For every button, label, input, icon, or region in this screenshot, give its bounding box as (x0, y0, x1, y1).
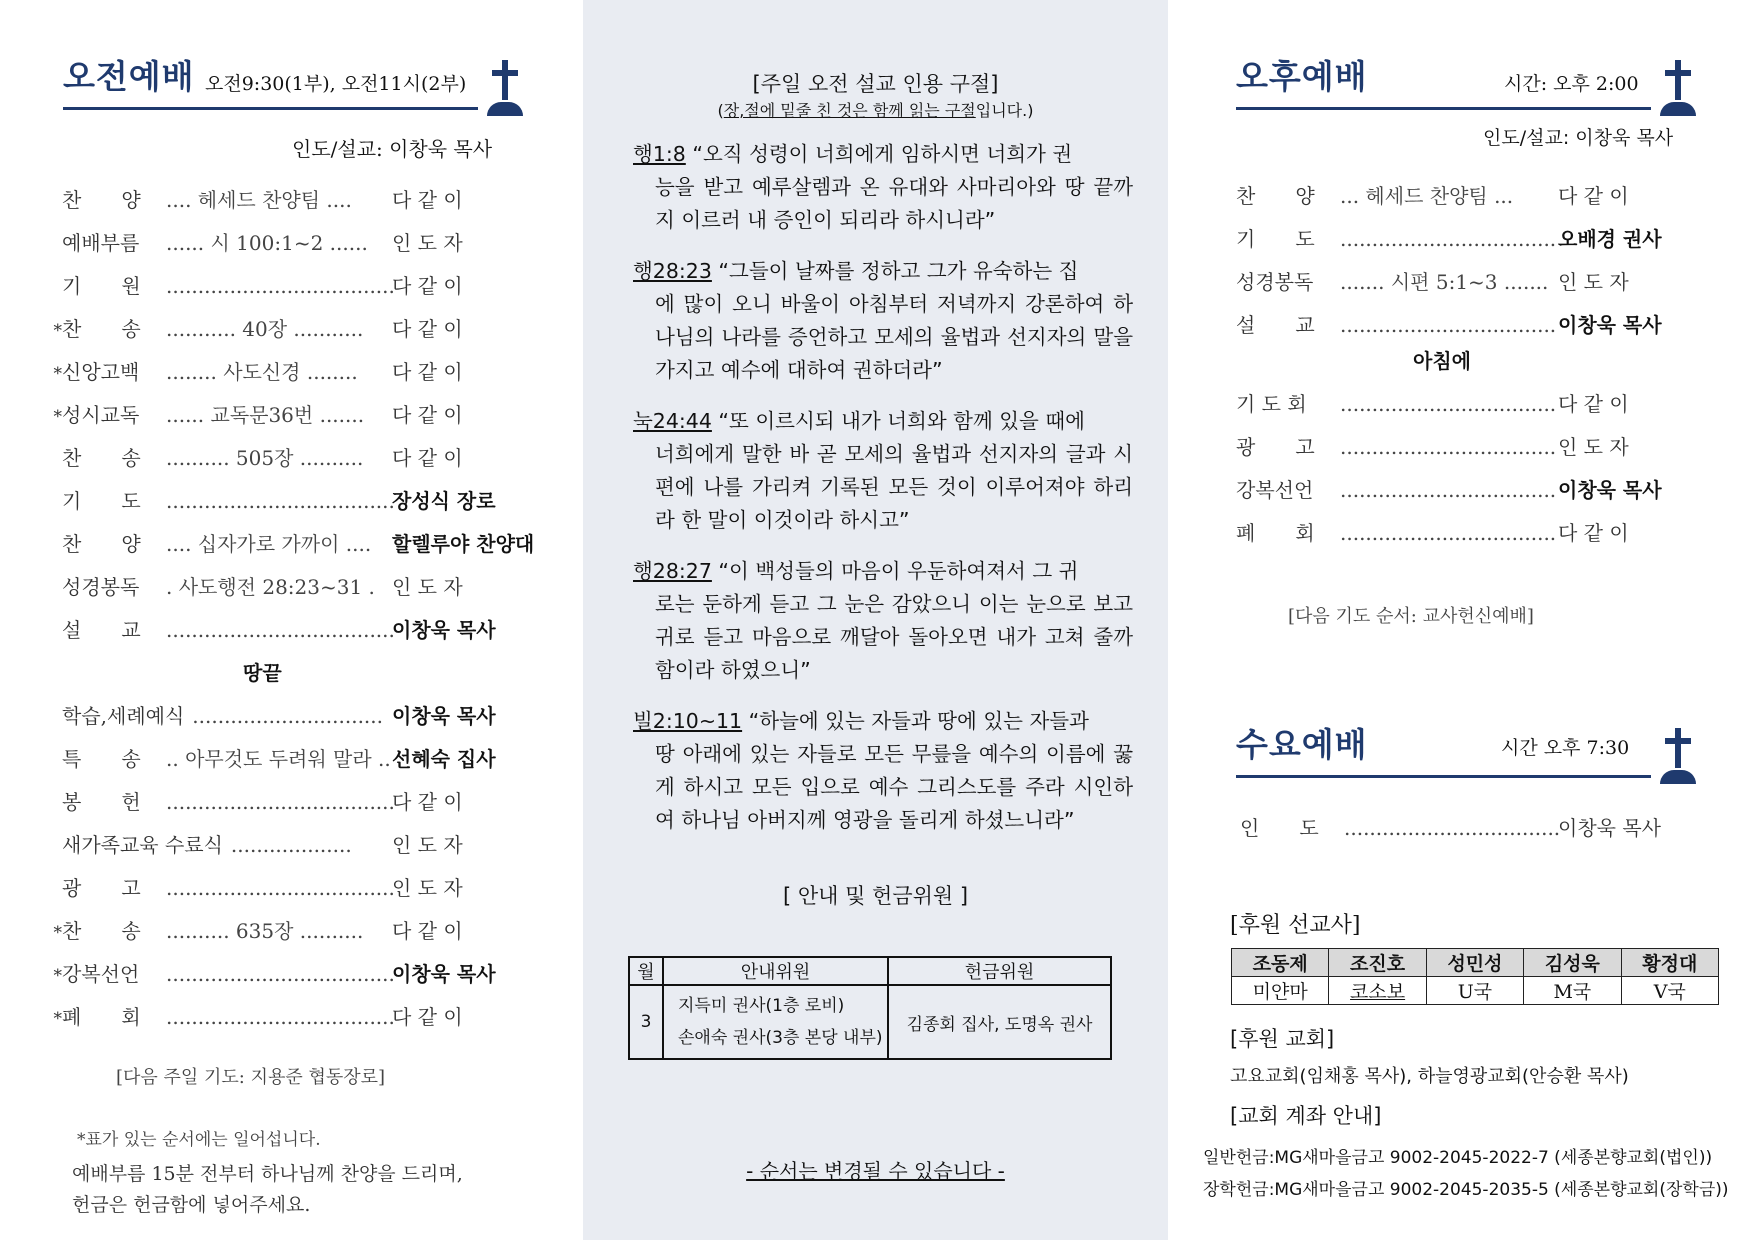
order-label: 새가족교육 수료식 (62, 833, 223, 857)
order-label: 봉 헌 (62, 790, 141, 814)
church-title: [후원 교회] (1230, 1027, 1335, 1051)
order-detail: .... 헤세드 찬양팀 .... (166, 188, 352, 212)
order-label: 예배부름 (62, 231, 140, 255)
order-detail: . 사도행전 28:23~31 . (166, 575, 375, 599)
order-person: 다 같 이 (1558, 392, 1629, 416)
verse-text-cont: 로는 둔하게 듣고 그 눈은 감았으니 이는 눈으로 보고 귀로 듣고 마음으로 깨달아 돌아오면 내가 고쳐 줄까 함이라 하였으니” (655, 592, 1133, 682)
stand-note: *표가 있는 순서에는 일어섭니다. (77, 1130, 321, 1150)
standing-marker: * (53, 407, 62, 427)
order-detail: .................................. (1340, 521, 1557, 545)
order-person: 선혜숙 집사 (392, 747, 496, 771)
verse-ref: 빌2:10~11 (633, 709, 743, 733)
missionary-country: U국 (1426, 977, 1523, 1005)
order-row (1240, 812, 1710, 841)
verse-text: “이 백성들의 마음이 우둔하여져서 그 귀 (718, 559, 1079, 583)
order-label: 강복선언 (62, 962, 140, 986)
morning-service-header (63, 50, 523, 110)
afternoon-panel (1168, 0, 1753, 1240)
order-row (48, 227, 548, 256)
order-row (48, 528, 548, 557)
order-detail: ....... 시편 5:1~3 ....... (1340, 270, 1549, 294)
order-row (48, 485, 548, 514)
order-person: 다 같 이 (392, 919, 463, 943)
standing-marker: * (53, 966, 62, 986)
standing-marker: * (53, 321, 62, 341)
verse-text-cont: 너희에게 말한 바 곧 모세의 율법과 선지자의 글과 시편에 나를 가리켜 기록된 모든 것이 이루어져야 하리라 한 말이 이것이라 하시고” (655, 442, 1133, 532)
afternoon-next-prayer: [다음 기도 순서: 교사헌신예배] (1288, 606, 1534, 627)
table-header: 안내위원 (663, 957, 888, 985)
order-person: 다 같 이 (392, 446, 463, 470)
order-detail: .................................... (166, 1005, 395, 1029)
order-detail: .................................. (1340, 227, 1557, 251)
verse (633, 405, 1133, 537)
missionary-country: V국 (1621, 977, 1718, 1005)
standing-marker: * (53, 923, 62, 943)
table-header-row (629, 957, 1111, 985)
account-line: 장학헌금:MG새마을금고 9002-2045-2035-5 (세종본향교회(장학금)) (1203, 1180, 1729, 1200)
missionary-names-row (1232, 949, 1719, 977)
account-line: 일반헌금:MG새마을금고 9002-2045-2022-7 (세종본향교회(법인)) (1203, 1148, 1713, 1168)
verse-text-cont: 능을 받고 예루살렘과 온 유대와 사마리아와 땅 끝까지 이르러 내 증인이 되리라 하시니라” (655, 175, 1133, 232)
order-label: 성경봉독 (1236, 270, 1314, 294)
account-title: [교회 계좌 안내] (1230, 1104, 1382, 1128)
wednesday-service-header (1236, 718, 1696, 778)
order-person: 인 도 자 (392, 876, 463, 900)
order-detail: .................................... (166, 489, 395, 513)
order-row (48, 872, 548, 901)
verse (633, 255, 1133, 387)
order-person: 할렐루야 찬양대 (392, 532, 535, 556)
verse (633, 705, 1133, 837)
order-person: 인 도 자 (392, 231, 463, 255)
subtitle-underlined: 장,절에 밑줄 친 것은 함께 읽는 구절 (723, 101, 976, 120)
order-detail: ... 헤세드 찬양팀 ... (1340, 184, 1514, 208)
order-person: 이창욱 목사 (1558, 816, 1661, 840)
order-row (1236, 266, 1706, 295)
missionary-name: 황정대 (1621, 949, 1718, 977)
order-person: 다 같 이 (392, 790, 463, 814)
scripture-panel (583, 0, 1168, 1240)
usher-name: 지득미 권사(1층 로비) (678, 996, 845, 1016)
order-row (48, 915, 548, 944)
change-notice (583, 1155, 1168, 1184)
order-label: 인 도 (1240, 816, 1319, 840)
verse-text: “그들이 날짜를 정하고 그가 유숙하는 집 (718, 259, 1079, 283)
missionary-name: 조진호 (1329, 949, 1426, 977)
order-label: 찬 송 (62, 446, 141, 470)
missionary-name: 성민성 (1426, 949, 1523, 977)
verse-text: “또 이르시되 내가 너희와 함께 있을 때에 (718, 409, 1085, 433)
verse (633, 138, 1133, 237)
order-label: 특 송 (62, 747, 141, 771)
verse-text: “하늘에 있는 자들과 땅에 있는 자들과 (748, 709, 1089, 733)
order-person: 다 같 이 (392, 403, 463, 427)
scripture-title: [주일 오전 설교 인용 구절] (752, 72, 999, 96)
order-row (48, 571, 548, 600)
order-person: 인 도 자 (1558, 270, 1629, 294)
morning-service-time: 오전9:30(1부), 오전11시(2부) (205, 73, 467, 95)
order-detail: ........... 40장 ........... (166, 317, 364, 341)
order-row (1236, 309, 1706, 338)
afternoon-service-title: 오후예배 (1236, 57, 1368, 96)
table-header: 월 (629, 957, 663, 985)
order-row (48, 614, 548, 643)
afternoon-service-time: 시간: 오후 2:00 (1504, 73, 1639, 95)
verse-ref: 행28:23 (633, 259, 712, 283)
order-row (1236, 223, 1706, 252)
notice-line-1: 예배부름 15분 전부터 하나님께 찬양을 드리며, (72, 1163, 463, 1185)
order-label: 기 원 (62, 274, 141, 298)
duty-table (628, 956, 1112, 1060)
subtitle-suffix: 입니다.) (975, 101, 1034, 120)
order-row (1236, 517, 1706, 546)
order-row (1236, 431, 1706, 460)
morning-service-panel (0, 0, 583, 1240)
order-label: 학습,세례예식 (62, 704, 185, 728)
order-row (48, 184, 548, 213)
next-prayer-note: [다음 주일 기도: 지용준 협동장로] (116, 1067, 386, 1088)
standing-marker: * (53, 364, 62, 384)
order-detail: .. 아무것도 두려워 말라 .. (166, 747, 391, 771)
order-row (48, 399, 548, 428)
order-detail: .................................... (166, 962, 395, 986)
order-label: 찬 양 (62, 532, 141, 556)
order-detail: .................................. (1340, 313, 1557, 337)
afternoon-sermon-title: 아침에 (1413, 349, 1471, 373)
order-person: 오배경 권사 (1558, 227, 1662, 251)
order-person: 다 같 이 (1558, 521, 1629, 545)
missionary-country: 코소보 (1329, 977, 1426, 1005)
wednesday-service-title: 수요예배 (1236, 725, 1368, 764)
order-row (1236, 388, 1706, 417)
order-person: 이창욱 목사 (392, 618, 496, 642)
order-row (48, 700, 548, 729)
missionary-name: 조동제 (1232, 949, 1329, 977)
order-person: 다 같 이 (392, 317, 463, 341)
change-notice-text: - 순서는 변경될 수 있습니다 - (746, 1159, 1005, 1183)
missionary-country: 미얀마 (1232, 977, 1329, 1005)
missionary-title: [후원 선교사] (1230, 913, 1361, 938)
order-row (48, 786, 548, 815)
order-label: 설 교 (62, 618, 141, 642)
afternoon-leader: 인도/설교: 이창욱 목사 (1483, 127, 1674, 149)
order-person: 이창욱 목사 (1558, 313, 1662, 337)
supporting-churches: 고요교회(임채홍 목사), 하늘영광교회(안승환 목사) (1230, 1066, 1629, 1087)
order-label: 신앙고백 (62, 360, 140, 384)
offering-cell: 김종회 집사, 도명옥 권사 (888, 985, 1111, 1059)
header-rule (1236, 107, 1651, 110)
order-person: 다 같 이 (392, 274, 463, 298)
cross-icon (487, 60, 523, 116)
order-person: 다 같 이 (392, 360, 463, 384)
order-label: 찬 송 (62, 919, 141, 943)
ushers-cell (663, 985, 888, 1059)
order-label: 강복선언 (1236, 478, 1314, 502)
order-label: 성시교독 (62, 403, 140, 427)
order-person: 이창욱 목사 (392, 962, 496, 986)
order-label: 폐 회 (62, 1005, 141, 1029)
morning-leader: 인도/설교: 이창욱 목사 (292, 137, 493, 161)
order-row (48, 442, 548, 471)
missionary-table (1231, 948, 1719, 1005)
order-label: 폐 회 (1236, 521, 1315, 545)
order-detail: .............................. (192, 704, 384, 728)
order-person: 인 도 자 (392, 575, 463, 599)
order-row (48, 356, 548, 385)
order-person: 다 같 이 (1558, 184, 1629, 208)
order-row (48, 829, 548, 858)
morning-sermon-title: 땅끝 (243, 661, 282, 685)
order-person: 인 도 자 (392, 833, 463, 857)
order-detail: ...... 교독문36번 ....... (166, 403, 365, 427)
header-rule (1236, 775, 1651, 778)
month-cell: 3 (629, 985, 663, 1059)
verse-ref: 눅24:44 (633, 409, 712, 433)
order-detail: .................................... (166, 274, 395, 298)
duty-title: [ 안내 및 헌금위원 ] (782, 884, 969, 908)
order-person: 장성식 장로 (392, 489, 496, 513)
order-detail: .................................... (166, 790, 395, 814)
morning-service-title: 오전예배 (63, 57, 195, 96)
standing-marker: * (53, 1009, 62, 1029)
verse-ref: 행28:27 (633, 559, 712, 583)
verse-text-cont: 에 많이 오니 바울이 아침부터 저녁까지 강론하여 하나님의 나라를 증언하고 모세의 율법과 선지자의 말을 가지고 예수에 대하여 권하더라” (655, 292, 1133, 382)
order-label: 기 도 (62, 489, 141, 513)
order-label: 찬 송 (62, 317, 141, 341)
order-person: 다 같 이 (392, 1005, 463, 1029)
header-rule (63, 107, 478, 110)
order-label: 찬 양 (1236, 184, 1315, 208)
order-row (48, 958, 548, 987)
order-detail: .................................. (1344, 816, 1561, 840)
cross-icon (1660, 60, 1696, 116)
order-person: 인 도 자 (1558, 435, 1629, 459)
order-row (1236, 180, 1706, 209)
missionary-name: 김성욱 (1524, 949, 1621, 977)
order-label: 설 교 (1236, 313, 1315, 337)
order-label: 광 고 (62, 876, 141, 900)
verse-text: “오직 성령이 너희에게 임하시면 너희가 권 (692, 142, 1073, 166)
afternoon-service-header (1236, 50, 1696, 110)
order-detail: .................................. (1340, 392, 1557, 416)
order-person: 이창욱 목사 (392, 704, 496, 728)
order-detail: .................................... (166, 618, 395, 642)
wednesday-service-time: 시간 오후 7:30 (1501, 737, 1630, 759)
order-label: 광 고 (1236, 435, 1315, 459)
table-row (629, 985, 1111, 1059)
order-label: 기 도 회 (1236, 392, 1307, 416)
order-detail: .... 십자가로 가까이 .... (166, 532, 372, 556)
order-person: 다 같 이 (392, 188, 463, 212)
order-detail: ...... 시 100:1~2 ...... (166, 231, 368, 255)
order-label: 성경봉독 (62, 575, 140, 599)
verse (633, 555, 1133, 687)
verse-ref: 행1:8 (633, 142, 686, 166)
order-detail: .................................. (1340, 435, 1557, 459)
order-person: 이창욱 목사 (1558, 478, 1662, 502)
order-row (48, 313, 548, 342)
order-row (48, 1001, 548, 1030)
order-detail: .......... 505장 .......... (166, 446, 364, 470)
order-row (48, 270, 548, 299)
verse-text-cont: 땅 아래에 있는 자들로 모든 무릎을 예수의 이름에 꿇게 하시고 모든 입으로 예수 그리스도를 주라 시인하여 하나님 아버지께 영광을 돌리게 하셨느니라” (655, 742, 1133, 832)
missionary-countries-row (1232, 977, 1719, 1005)
notice-line-2: 헌금은 헌금함에 넣어주세요. (72, 1194, 311, 1216)
order-detail: ........ 사도신경 ........ (166, 360, 358, 384)
table-header: 헌금위원 (888, 957, 1111, 985)
missionary-country: M국 (1524, 977, 1621, 1005)
order-label: 기 도 (1236, 227, 1315, 251)
order-label: 찬 양 (62, 188, 141, 212)
order-detail: ................... (230, 833, 352, 857)
order-detail: .................................. (1340, 478, 1557, 502)
order-row (48, 743, 548, 772)
order-row (1236, 474, 1706, 503)
cross-icon (1660, 728, 1696, 784)
subtitle-prefix: ( (717, 101, 724, 120)
usher-name: 손애숙 권사(3층 본당 내부) (678, 1028, 883, 1048)
order-detail: .......... 635장 .......... (166, 919, 364, 943)
order-detail: .................................... (166, 876, 395, 900)
scripture-subtitle (583, 98, 1168, 121)
